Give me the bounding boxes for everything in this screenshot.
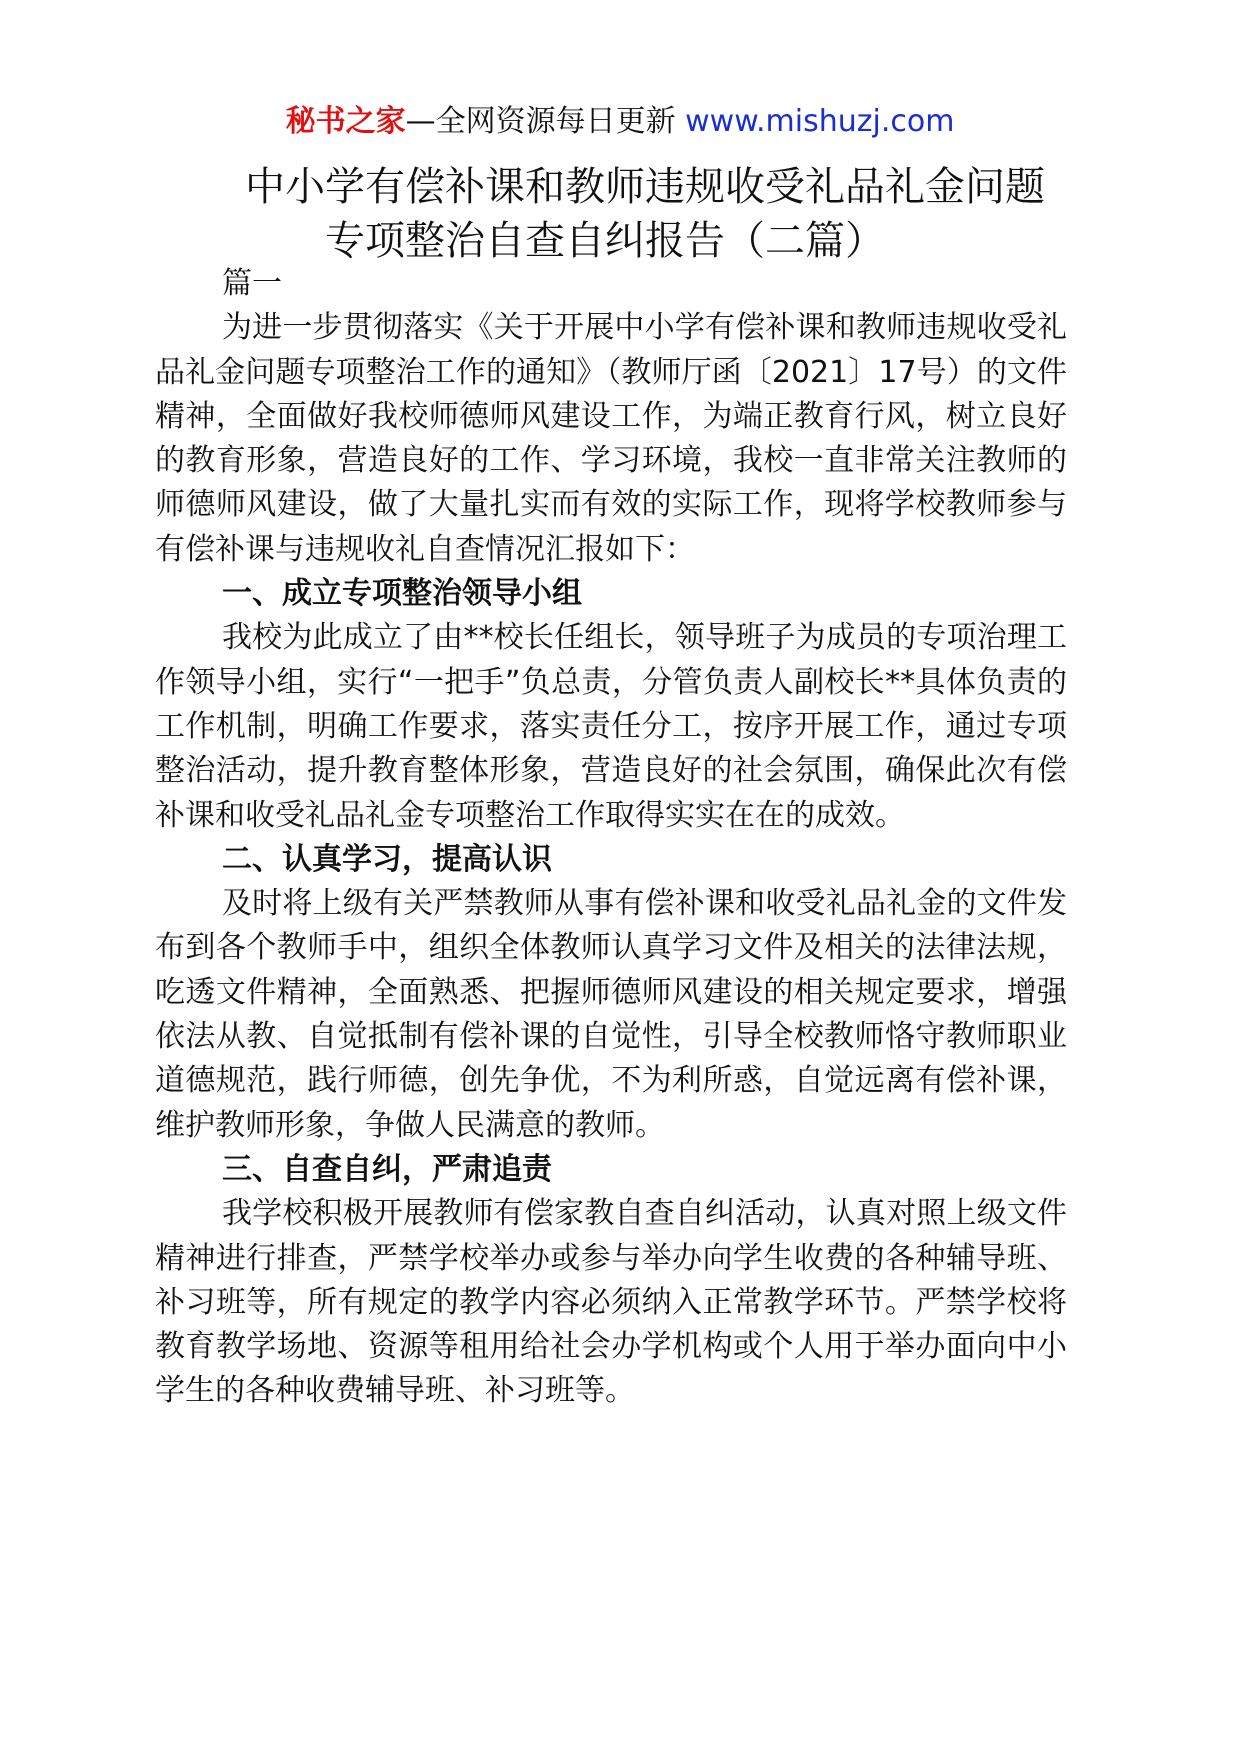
section-paragraph-3: 我学校积极开展教师有偿家教自查自纠活动，认真对照上级文件精神进行排查，严禁学校举办或参与举办向学生收费的各种辅导班、补习班等，所有规定的教学内容必须纳入正常教学环节。严禁学校将教育教学场地、资源等租用给社会办学机构或个人用于举办面向中小学生的各种收费辅导班、补习班等。	[155, 1196, 1067, 1409]
section-paragraph-1: 我校为此成立了由**校长任组长，领导班子为成员的专项治理工作领导小组，实行“一把手”负总责，分管负责人副校长**具体负责的工作机制，明确工作要求，落实责任分工，按序开展工作，通过专项整治活动，提升教育整体形象，营造良好的社会氛围，确保此次有偿补课和收受礼品礼金专项整治工作取得实实在在的成效。	[155, 620, 1067, 833]
document-title-line2: 专项整治自查自纠报告（二篇）	[325, 218, 885, 264]
site-header	[0, 102, 1240, 142]
part-label: 篇一	[222, 266, 282, 301]
site-brand: 秘书之家	[285, 104, 406, 139]
section-heading-3: 三、自查自纠，严肃追责	[222, 1151, 552, 1187]
section-heading-1: 一、成立专项整治领导小组	[222, 576, 582, 612]
site-url-link[interactable]: www.mishuzj.com	[685, 104, 955, 139]
document-title-line1: 中小学有偿补课和教师违规收受礼品礼金问题	[245, 164, 1045, 210]
intro-paragraph: 为进一步贯彻落实《关于开展中小学有偿补课和教师违规收受礼品礼金问题专项整治工作的通知》（教师厅函〔2021〕17号）的文件精神，全面做好我校师德师风建设工作，为端正教育行风，树立良好的教育形象，营造良好的工作、学习环境，我校一直非常关注教师的师德师风建设，做了大量扎实而有效的实际工作，现将学校教师参与有偿补课与违规收礼自查情况汇报如下：	[155, 310, 1067, 567]
section-paragraph-2: 及时将上级有关严禁教师从事有偿补课和收受礼品礼金的文件发布到各个教师手中，组织全体教师认真学习文件及相关的法律法规，吃透文件精神，全面熟悉、把握师德师风建设的相关规定要求，增强依法从教、自觉抵制有偿补课的自觉性，引导全校教师恪守教师职业道德规范，践行师德，创先争优，不为利所惑，自觉远离有偿补课，维护教师形象，争做人民满意的教师。	[155, 886, 1067, 1143]
site-tagline: —全网资源每日更新	[405, 104, 676, 139]
document-body	[155, 262, 1067, 1414]
section-heading-2: 二、认真学习，提高认识	[222, 841, 552, 877]
